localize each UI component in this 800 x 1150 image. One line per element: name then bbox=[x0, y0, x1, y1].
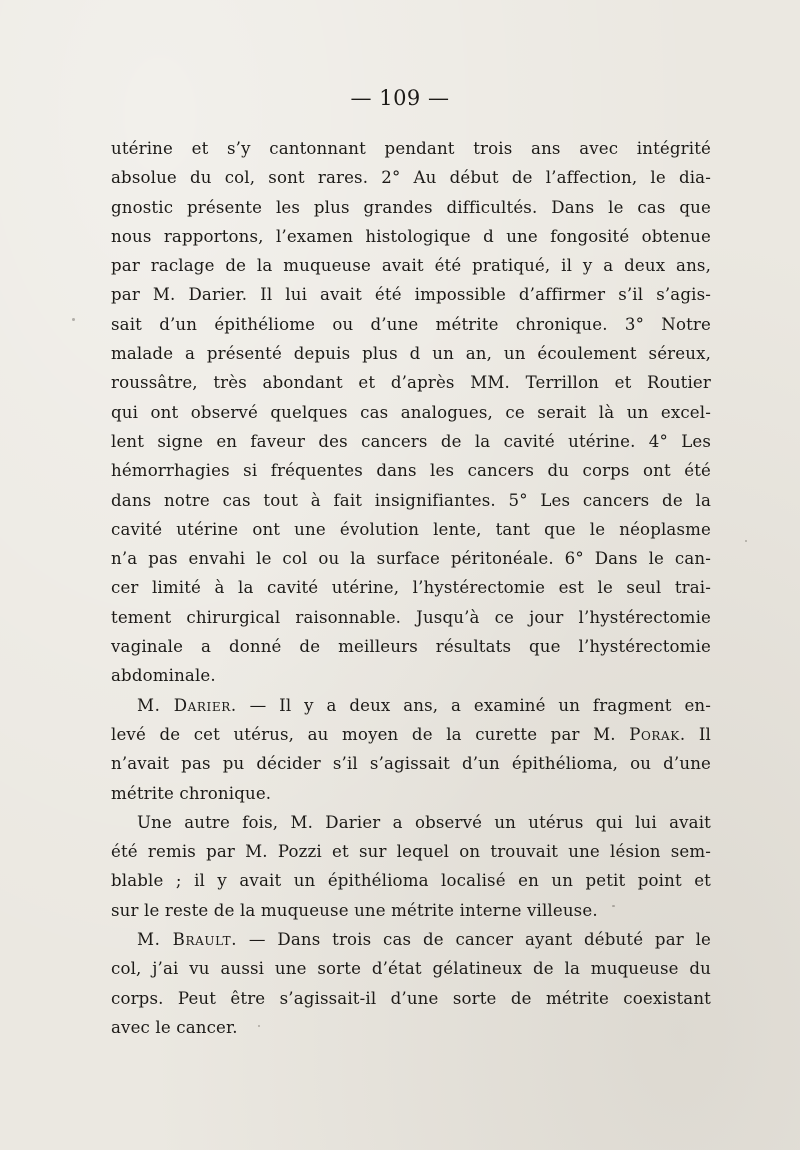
text-line: roussâtre, très abondant et d’après MM. Terrillon et Routier bbox=[111, 373, 711, 393]
text-line: col, j’ai vu aussi une sorte d’état gélatineux de la muqueuse du bbox=[111, 959, 711, 979]
text-line: sur le reste de la muqueuse une métrite interne villeuse. bbox=[111, 900, 598, 920]
text-line: cer limité à la cavité utérine, l’hystérectomie est le seul trai- bbox=[111, 578, 711, 598]
speaker-line-darier bbox=[111, 691, 711, 720]
text-line: vaginale a donné de meilleurs résultats que l’hystérectomie bbox=[111, 637, 711, 657]
speaker-line-brault bbox=[111, 925, 711, 954]
text-line: Une autre fois, M. Darier a observé un utérus qui lui avait bbox=[137, 812, 711, 832]
text-line: par raclage de la muqueuse avait été pratiqué, il y a deux ans, bbox=[111, 256, 711, 276]
text-line bbox=[111, 720, 711, 749]
text-fragment: levé de cet utérus, au moyen de la curette par M. bbox=[111, 724, 630, 744]
text-line: cavité utérine ont une évolution lente, tant que le néoplasme bbox=[111, 519, 711, 539]
text-line: blable ; il y avait un épithélioma localisé en un petit point et bbox=[111, 871, 711, 891]
text-line: qui ont observé quelques cas analogues, ce serait là un excel- bbox=[111, 402, 711, 422]
text-line: métrite chronique. bbox=[111, 783, 272, 803]
text-line: sait d’un épithéliome ou d’une métrite chronique. 3° Notre bbox=[111, 314, 711, 334]
text-line: hémorrhagies si fréquentes dans les cancers du corps ont été bbox=[111, 461, 711, 481]
text-fragment: . Il bbox=[679, 724, 711, 744]
body-text bbox=[111, 134, 711, 1042]
text-line: corps. Peut être s’agissait-il d’une sorte de métrite coexistant bbox=[111, 988, 711, 1008]
text-line: lent signe en faveur des cancers de la cavité utérine. 4° Les bbox=[111, 431, 711, 451]
text-line: été remis par M. Pozzi et sur lequel on trouvait une lésion sem- bbox=[111, 842, 711, 862]
text-line: utérine et s’y cantonnant pendant trois ans avec intégrité bbox=[111, 139, 711, 158]
speaker-text: — Dans trois cas de cancer ayant débuté par le bbox=[237, 930, 711, 950]
text-line: tement chirurgical raisonnable. Jusqu’à ce jour l’hystérectomie bbox=[111, 607, 711, 627]
text-line: n’avait pas pu décider s’il s’agissait d’un épithélioma, ou d’une bbox=[111, 754, 711, 774]
text-line: absolue du col, sont rares. 2° Au début de l’affection, le dia- bbox=[111, 168, 711, 188]
text-line: par M. Darier. Il lui avait été impossible d’affirmer s’il s’agis- bbox=[111, 285, 711, 305]
text-line: malade a présenté depuis plus d un an, un écoulement séreux, bbox=[111, 344, 711, 364]
paper-speck bbox=[612, 905, 615, 907]
text-line: avec le cancer. bbox=[111, 1017, 238, 1037]
person-name-porak: Porak bbox=[629, 724, 680, 744]
paper-speck bbox=[258, 1025, 260, 1027]
text-line: n’a pas envahi le col ou la surface péritonéale. 6° Dans le can- bbox=[111, 549, 711, 569]
paper-speck bbox=[72, 318, 75, 321]
speaker-name-brault: M. Brault. bbox=[137, 930, 238, 950]
text-line: nous rapportons, l’examen histologique d une fongosité obtenue bbox=[111, 226, 711, 246]
paper-speck bbox=[745, 540, 747, 542]
speaker-text: — Il y a deux ans, a examiné un fragment en- bbox=[236, 695, 712, 715]
speaker-name-darier: M. Darier. bbox=[137, 695, 237, 715]
text-line: dans notre cas tout à fait insignifiantes. 5° Les cancers de la bbox=[111, 490, 711, 510]
page-number: — 109 — bbox=[350, 86, 450, 110]
text-line: abdominale. bbox=[111, 666, 216, 686]
text-line: gnostic présente les plus grandes difficultés. Dans le cas que bbox=[111, 197, 711, 217]
